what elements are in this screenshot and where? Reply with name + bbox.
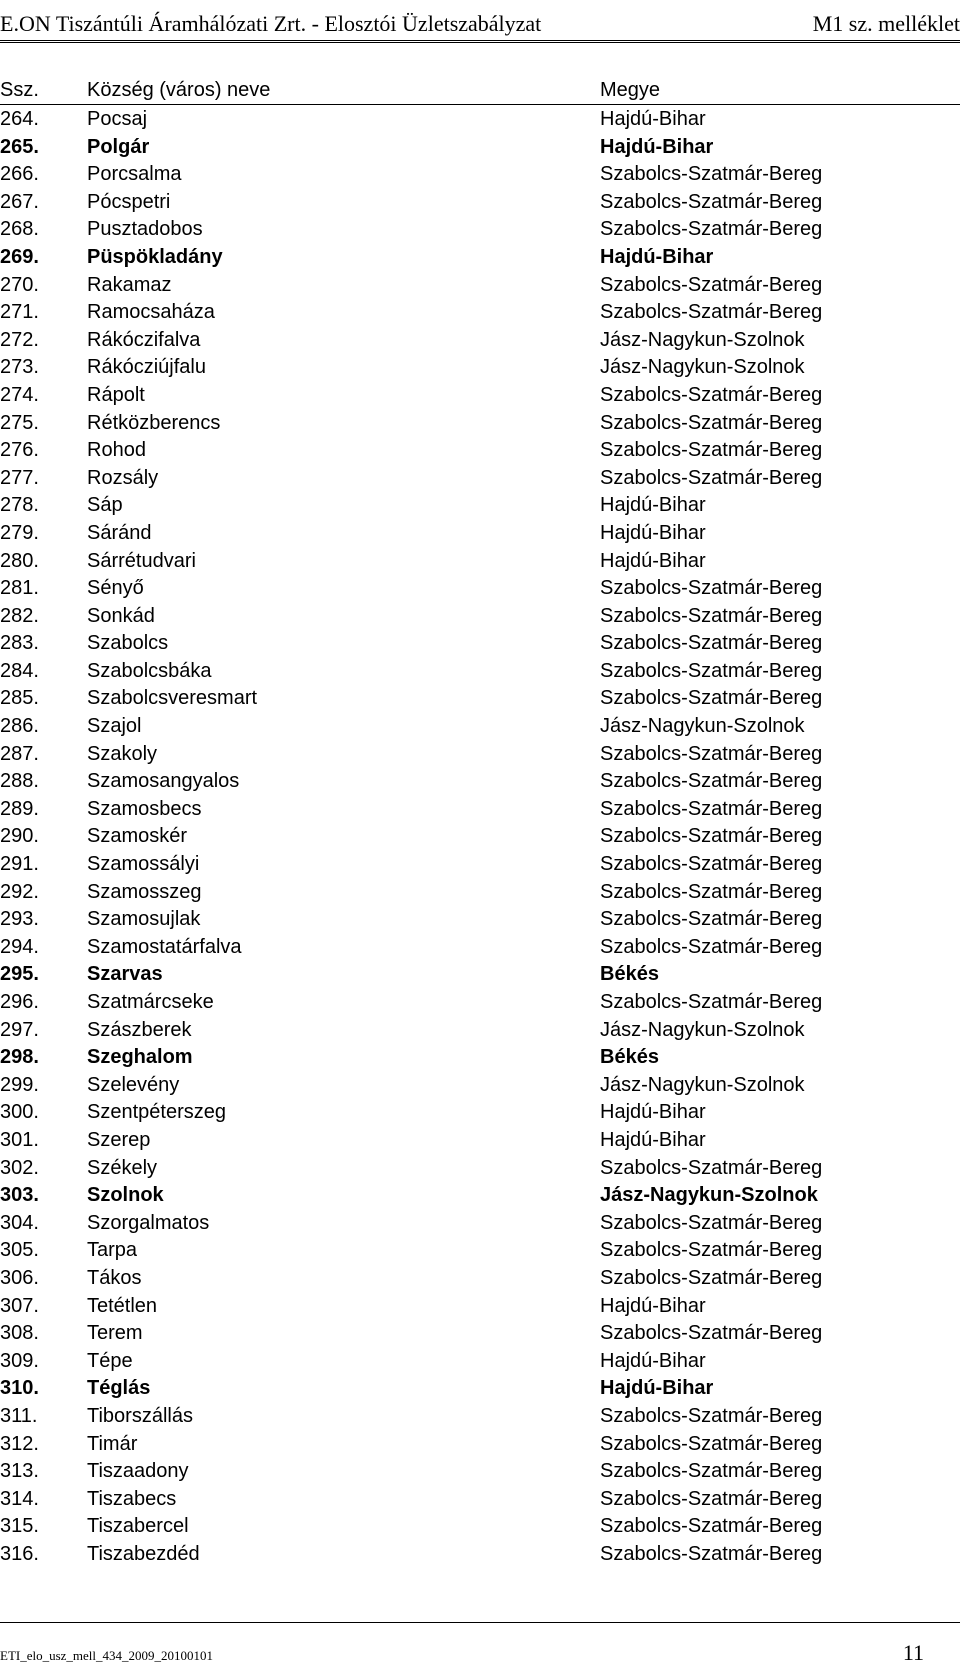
table-row xyxy=(0,1072,960,1100)
table-row xyxy=(0,354,960,382)
table-row xyxy=(0,465,960,493)
county-name: Hajdú-Bihar xyxy=(600,1128,706,1151)
document-title: E.ON Tiszántúli Áramhálózati Zrt. - Elosztói Üzletszabályzat xyxy=(0,11,542,36)
county-name: Szabolcs-Szatmár-Bereg xyxy=(600,273,823,296)
county-name: Szabolcs-Szatmár-Bereg xyxy=(600,383,823,406)
settlement-name: Rákócziújfalu xyxy=(87,356,206,379)
annex-label: M1 sz. melléklet xyxy=(812,11,960,36)
table-row xyxy=(0,1403,960,1431)
row-number: 298. xyxy=(0,1046,39,1069)
settlement-name: Tarpa xyxy=(87,1239,138,1262)
table-row xyxy=(0,575,960,603)
settlement-name: Szamoskér xyxy=(87,825,188,848)
table-header-rule xyxy=(0,104,960,105)
table-row xyxy=(0,1265,960,1293)
settlement-name: Szászberek xyxy=(87,1018,192,1041)
row-number: 315. xyxy=(0,1515,39,1538)
row-number: 283. xyxy=(0,632,39,655)
table-row xyxy=(0,1375,960,1403)
settlement-name: Sárrétudvari xyxy=(87,549,196,572)
row-number: 290. xyxy=(0,825,39,848)
table-row xyxy=(0,1237,960,1265)
county-name: Szabolcs-Szatmár-Bereg xyxy=(600,1156,823,1179)
row-number: 313. xyxy=(0,1460,39,1483)
settlement-name: Rozsály xyxy=(87,466,159,489)
county-name: Szabolcs-Szatmár-Bereg xyxy=(600,1239,823,1262)
table-row xyxy=(0,1293,960,1321)
county-name: Szabolcs-Szatmár-Bereg xyxy=(600,632,823,655)
county-name: Szabolcs-Szatmár-Bereg xyxy=(600,1432,823,1455)
row-number: 268. xyxy=(0,218,39,241)
county-name: Szabolcs-Szatmár-Bereg xyxy=(600,1460,823,1483)
county-name: Jász-Nagykun-Szolnok xyxy=(600,715,805,738)
county-name: Szabolcs-Szatmár-Bereg xyxy=(600,577,823,600)
settlement-name: Polgár xyxy=(87,135,150,158)
row-number: 293. xyxy=(0,908,39,931)
table-row xyxy=(0,382,960,410)
table-row xyxy=(0,989,960,1017)
county-name: Szabolcs-Szatmár-Bereg xyxy=(600,825,823,848)
settlement-name: Tetétlen xyxy=(87,1294,158,1317)
county-name: Hajdú-Bihar xyxy=(600,1349,706,1372)
county-name: Szabolcs-Szatmár-Bereg xyxy=(600,190,823,213)
table-row xyxy=(0,1458,960,1486)
row-number: 296. xyxy=(0,991,39,1013)
row-number: 285. xyxy=(0,687,39,710)
settlement-name: Rákóczifalva xyxy=(87,328,201,351)
settlement-name: Pócspetri xyxy=(87,190,171,213)
settlement-name: Terem xyxy=(87,1322,143,1345)
county-name: Hajdú-Bihar xyxy=(600,494,706,517)
settlement-table xyxy=(0,76,960,1568)
settlement-name: Pusztadobos xyxy=(87,218,203,241)
row-number: 294. xyxy=(0,935,39,958)
row-number: 302. xyxy=(0,1156,39,1179)
row-number: 281. xyxy=(0,577,39,600)
table-row xyxy=(0,189,960,217)
header-rule xyxy=(0,40,960,43)
row-number: 272. xyxy=(0,328,39,351)
row-number: 270. xyxy=(0,273,39,296)
row-number: 275. xyxy=(0,411,39,434)
settlement-name: Szelevény xyxy=(87,1073,180,1096)
table-row xyxy=(0,161,960,189)
settlement-name: Székely xyxy=(87,1156,158,1179)
settlement-name: Szeghalom xyxy=(87,1046,193,1069)
county-name: Szabolcs-Szatmár-Bereg xyxy=(600,218,823,241)
document-code: ETI_elo_usz_mell_434_2009_20100101 xyxy=(0,1648,214,1663)
row-number: 276. xyxy=(0,439,39,462)
settlement-name: Tiborszállás xyxy=(87,1404,193,1427)
settlement-name: Szabolcs xyxy=(87,632,169,655)
row-number: 309. xyxy=(0,1349,39,1372)
settlement-name: Téglás xyxy=(87,1377,151,1400)
county-name: Szabolcs-Szatmár-Bereg xyxy=(600,163,823,186)
table-row xyxy=(0,823,960,851)
settlement-name: Szamosszeg xyxy=(87,880,202,903)
row-number: 264. xyxy=(0,108,39,130)
settlement-name: Sényő xyxy=(87,577,144,600)
row-number: 286. xyxy=(0,715,39,738)
county-name: Szabolcs-Szatmár-Bereg xyxy=(600,604,823,627)
page-footer xyxy=(0,1640,960,1664)
table-row xyxy=(0,1017,960,1045)
settlement-name: Szamostatárfalva xyxy=(87,935,242,958)
table-row xyxy=(0,768,960,796)
row-number: 301. xyxy=(0,1128,39,1151)
row-number: 266. xyxy=(0,163,39,186)
settlement-name: Szabolcsveresmart xyxy=(87,687,258,710)
table-row xyxy=(0,713,960,741)
settlement-name: Szorgalmatos xyxy=(87,1211,210,1234)
table-row xyxy=(0,299,960,327)
row-number: 273. xyxy=(0,356,39,379)
row-number: 279. xyxy=(0,521,39,544)
table-row xyxy=(0,134,960,162)
page-header xyxy=(0,4,960,44)
settlement-name: Rohod xyxy=(87,439,146,462)
table-row xyxy=(0,685,960,713)
settlement-name: Tákos xyxy=(87,1266,142,1289)
row-number: 307. xyxy=(0,1294,39,1317)
row-number: 265. xyxy=(0,135,39,158)
county-name: Hajdú-Bihar xyxy=(600,108,706,130)
row-number: 303. xyxy=(0,1184,39,1207)
row-number: 304. xyxy=(0,1211,39,1234)
row-number: 299. xyxy=(0,1073,39,1096)
county-name: Szabolcs-Szatmár-Bereg xyxy=(600,935,823,958)
settlement-name: Tiszabercel xyxy=(87,1515,189,1538)
county-name: Hajdú-Bihar xyxy=(600,135,714,158)
table-header-row xyxy=(0,76,960,104)
settlement-name: Szamosujlak xyxy=(87,908,201,931)
settlement-name: Pocsaj xyxy=(87,108,148,130)
settlement-name: Porcsalma xyxy=(87,163,182,186)
column-header-number: Ssz. xyxy=(0,79,39,101)
county-name: Szabolcs-Szatmár-Bereg xyxy=(600,659,823,682)
settlement-name: Sáránd xyxy=(87,521,152,544)
table-row xyxy=(0,851,960,879)
county-name: Szabolcs-Szatmár-Bereg xyxy=(600,1322,823,1345)
row-number: 277. xyxy=(0,466,39,489)
table-row xyxy=(0,741,960,769)
county-name: Szabolcs-Szatmár-Bereg xyxy=(600,411,823,434)
table-row xyxy=(0,410,960,438)
row-number: 314. xyxy=(0,1487,39,1510)
row-number: 288. xyxy=(0,770,39,793)
county-name: Szabolcs-Szatmár-Bereg xyxy=(600,880,823,903)
table-row xyxy=(0,520,960,548)
table-row xyxy=(0,630,960,658)
row-number: 297. xyxy=(0,1018,39,1041)
row-number: 310. xyxy=(0,1377,39,1400)
row-number: 287. xyxy=(0,742,39,765)
county-name: Szabolcs-Szatmár-Bereg xyxy=(600,1266,823,1289)
county-name: Szabolcs-Szatmár-Bereg xyxy=(600,908,823,931)
county-name: Szabolcs-Szatmár-Bereg xyxy=(600,797,823,820)
table-row xyxy=(0,1155,960,1183)
county-name: Szabolcs-Szatmár-Bereg xyxy=(600,1211,823,1234)
settlement-name: Tiszaadony xyxy=(87,1460,189,1483)
settlement-name: Timár xyxy=(87,1432,138,1455)
county-name: Hajdú-Bihar xyxy=(600,1377,714,1400)
county-name: Szabolcs-Szatmár-Bereg xyxy=(600,1487,823,1510)
county-name: Szabolcs-Szatmár-Bereg xyxy=(600,466,823,489)
table-row xyxy=(0,796,960,824)
table-row xyxy=(0,603,960,631)
table-row xyxy=(0,934,960,962)
table-row xyxy=(0,548,960,576)
row-number: 289. xyxy=(0,797,39,820)
settlement-name: Szarvas xyxy=(87,963,163,986)
settlement-name: Szabolcsbáka xyxy=(87,659,212,682)
table-row xyxy=(0,1513,960,1541)
table-row xyxy=(0,106,960,134)
page-number: 11 xyxy=(902,1640,924,1665)
county-name: Szabolcs-Szatmár-Bereg xyxy=(600,742,823,765)
settlement-name: Szentpéterszeg xyxy=(87,1101,226,1124)
table-row xyxy=(0,437,960,465)
table-row xyxy=(0,272,960,300)
table-row xyxy=(0,1182,960,1210)
county-name: Hajdú-Bihar xyxy=(600,1101,706,1124)
county-name: Szabolcs-Szatmár-Bereg xyxy=(600,1542,823,1565)
row-number: 291. xyxy=(0,853,39,876)
table-row xyxy=(0,492,960,520)
table-row xyxy=(0,1127,960,1155)
column-header-county: Megye xyxy=(600,79,661,101)
county-name: Békés xyxy=(600,963,659,986)
county-name: Szabolcs-Szatmár-Bereg xyxy=(600,439,823,462)
county-name: Békés xyxy=(600,1046,659,1069)
settlement-name: Tépe xyxy=(87,1349,133,1372)
county-name: Hajdú-Bihar xyxy=(600,549,706,572)
table-body xyxy=(0,106,960,1568)
settlement-name: Püspökladány xyxy=(87,245,223,268)
settlement-name: Szajol xyxy=(87,715,142,738)
table-row xyxy=(0,1431,960,1459)
county-name: Hajdú-Bihar xyxy=(600,245,714,268)
county-name: Jász-Nagykun-Szolnok xyxy=(600,356,805,379)
row-number: 311. xyxy=(0,1404,38,1427)
county-name: Szabolcs-Szatmár-Bereg xyxy=(600,991,823,1013)
county-name: Jász-Nagykun-Szolnok xyxy=(600,1184,818,1207)
table-row xyxy=(0,1486,960,1514)
row-number: 282. xyxy=(0,604,39,627)
row-number: 269. xyxy=(0,245,39,268)
row-number: 316. xyxy=(0,1542,39,1565)
settlement-name: Szamosbecs xyxy=(87,797,202,820)
county-name: Szabolcs-Szatmár-Bereg xyxy=(600,853,823,876)
table-row xyxy=(0,1348,960,1376)
settlement-name: Szerep xyxy=(87,1128,151,1151)
row-number: 284. xyxy=(0,659,39,682)
county-name: Hajdú-Bihar xyxy=(600,521,706,544)
county-name: Szabolcs-Szatmár-Bereg xyxy=(600,301,823,324)
county-name: Hajdú-Bihar xyxy=(600,1294,706,1317)
county-name: Szabolcs-Szatmár-Bereg xyxy=(600,1404,823,1427)
table-row xyxy=(0,1099,960,1127)
row-number: 306. xyxy=(0,1266,39,1289)
settlement-name: Szamossályi xyxy=(87,853,200,876)
county-name: Jász-Nagykun-Szolnok xyxy=(600,1018,805,1041)
settlement-name: Rápolt xyxy=(87,383,145,406)
column-header-settlement: Község (város) neve xyxy=(87,79,271,101)
row-number: 271. xyxy=(0,301,39,324)
county-name: Szabolcs-Szatmár-Bereg xyxy=(600,1515,823,1538)
row-number: 278. xyxy=(0,494,39,517)
settlement-name: Tiszabezdéd xyxy=(87,1542,200,1565)
row-number: 305. xyxy=(0,1239,39,1262)
settlement-name: Ramocsaháza xyxy=(87,301,215,324)
county-name: Szabolcs-Szatmár-Bereg xyxy=(600,687,823,710)
row-number: 312. xyxy=(0,1432,39,1455)
table-row xyxy=(0,906,960,934)
table-row xyxy=(0,327,960,355)
settlement-name: Sáp xyxy=(87,494,123,517)
settlement-name: Szakoly xyxy=(87,742,158,765)
row-number: 308. xyxy=(0,1322,39,1345)
row-number: 280. xyxy=(0,549,39,572)
table-row xyxy=(0,1210,960,1238)
footer-rule xyxy=(0,1622,960,1623)
table-row xyxy=(0,1320,960,1348)
settlement-name: Szamosangyalos xyxy=(87,770,240,793)
table-row xyxy=(0,216,960,244)
row-number: 274. xyxy=(0,383,39,406)
settlement-name: Szatmárcseke xyxy=(87,991,214,1013)
table-row xyxy=(0,244,960,272)
settlement-name: Sonkád xyxy=(87,604,155,627)
county-name: Szabolcs-Szatmár-Bereg xyxy=(600,770,823,793)
county-name: Jász-Nagykun-Szolnok xyxy=(600,328,805,351)
table-row xyxy=(0,879,960,907)
row-number: 292. xyxy=(0,880,39,903)
settlement-name: Szolnok xyxy=(87,1184,164,1207)
settlement-name: Tiszabecs xyxy=(87,1487,177,1510)
table-row xyxy=(0,1541,960,1569)
table-row xyxy=(0,961,960,989)
row-number: 295. xyxy=(0,963,39,986)
table-row xyxy=(0,658,960,686)
county-name: Jász-Nagykun-Szolnok xyxy=(600,1073,805,1096)
row-number: 300. xyxy=(0,1101,39,1124)
row-number: 267. xyxy=(0,190,39,213)
settlement-name: Rétközberencs xyxy=(87,411,221,434)
table-row xyxy=(0,1044,960,1072)
settlement-name: Rakamaz xyxy=(87,273,172,296)
